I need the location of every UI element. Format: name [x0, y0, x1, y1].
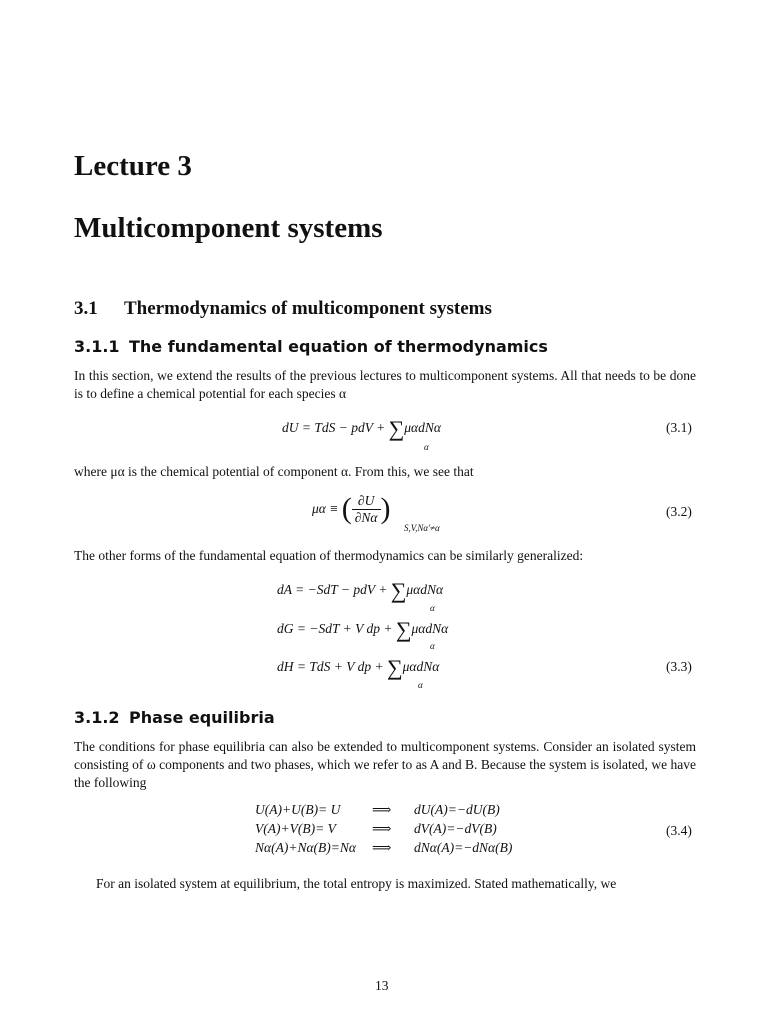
- partial-fraction: [352, 493, 381, 526]
- equation-3-3-line3: [277, 655, 439, 681]
- equation-3-3-line2: [277, 617, 448, 643]
- partial-subscript: S,V,Nα′≠α: [404, 523, 440, 533]
- equation-3-4-row3-rhs: dNα(A)=−dNα(B): [414, 840, 513, 855]
- paragraph-chemical-potential: where μα is the chemical potential of component α. From this, we see that: [74, 464, 474, 479]
- sum-symbol: ∑: [388, 416, 405, 441]
- fraction-denominator: ∂Nα: [354, 509, 378, 525]
- sum-symbol: ∑: [395, 617, 412, 642]
- subsection-title: The fundamental equation of thermodynamics: [129, 337, 548, 356]
- equation-3-4-row2-lhs: V(A)+V(B)= V: [255, 821, 336, 836]
- sum-symbol: ∑: [390, 578, 407, 603]
- sum-subscript: α: [430, 603, 435, 613]
- equation-lhs: dU = TdS − pdV +: [282, 420, 389, 435]
- equation-lhs: dG = −SdT + V dp +: [277, 621, 396, 636]
- equation-term: μαdNα: [411, 621, 449, 636]
- left-paren: (: [341, 492, 352, 525]
- equation-3-4-row1-lhs: U(A)+U(B)= U: [255, 802, 341, 817]
- equation-lhs: dH = TdS + V dp +: [277, 659, 387, 674]
- sum-subscript: α: [418, 680, 423, 690]
- section-title: Thermodynamics of multicomponent systems: [124, 298, 492, 319]
- section-number: 3.1: [74, 298, 98, 319]
- equation-number: (3.1): [666, 420, 692, 435]
- page-number: 13: [375, 978, 389, 993]
- equation-3-2: [312, 492, 391, 526]
- equation-term: μαdNα: [402, 659, 440, 674]
- equation-number: (3.3): [666, 659, 692, 674]
- paragraph-intro: In this section, we extend the results of the previous lectures to multicomponent systems. All that needs to be done is to define a chemical potential for each species α: [74, 368, 696, 401]
- equation-lhs: μα ≡: [312, 501, 339, 516]
- implies-arrow: ⟹: [372, 840, 392, 855]
- lecture-heading: Lecture 3: [74, 150, 192, 182]
- right-paren: ): [380, 492, 391, 525]
- sum-subscript: α: [424, 442, 429, 452]
- equation-lhs: dA = −SdT − pdV +: [277, 582, 391, 597]
- paragraph-other-forms: The other forms of the fundamental equation of thermodynamics can be similarly generalized:: [74, 548, 584, 563]
- equation-3-4-row2-rhs: dV(A)=−dV(B): [414, 821, 497, 836]
- equation-number: (3.2): [666, 504, 692, 519]
- implies-arrow: ⟹: [372, 802, 392, 817]
- paragraph-phase-equilibria: The conditions for phase equilibria can also be extended to multicomponent systems. Consider an isolated system consisting of ω components and two phases, which we refer to as A and B. Because the system is isolated, we have the following: [74, 739, 696, 790]
- equation-3-3-line1: [277, 578, 443, 604]
- equation-3-4-row1-rhs: dU(A)=−dU(B): [414, 802, 500, 817]
- paragraph-entropy: For an isolated system at equilibrium, the total entropy is maximized. Stated mathematically, we: [96, 876, 617, 891]
- equation-term: μαdNα: [406, 582, 444, 597]
- sum-subscript: α: [430, 641, 435, 651]
- sum-symbol: ∑: [386, 655, 403, 680]
- fraction-numerator: ∂U: [352, 493, 381, 510]
- equation-3-1: [282, 416, 441, 442]
- implies-arrow: ⟹: [372, 821, 392, 836]
- subsection-number: 3.1.2: [74, 708, 120, 727]
- equation-term: μαdNα: [404, 420, 441, 435]
- chapter-title: Multicomponent systems: [74, 212, 383, 244]
- equation-3-4-row3-lhs: Nα(A)+Nα(B)=Nα: [255, 840, 356, 855]
- equation-number: (3.4): [666, 823, 692, 838]
- subsection-title: Phase equilibria: [129, 708, 275, 727]
- subsection-number: 3.1.1: [74, 337, 120, 356]
